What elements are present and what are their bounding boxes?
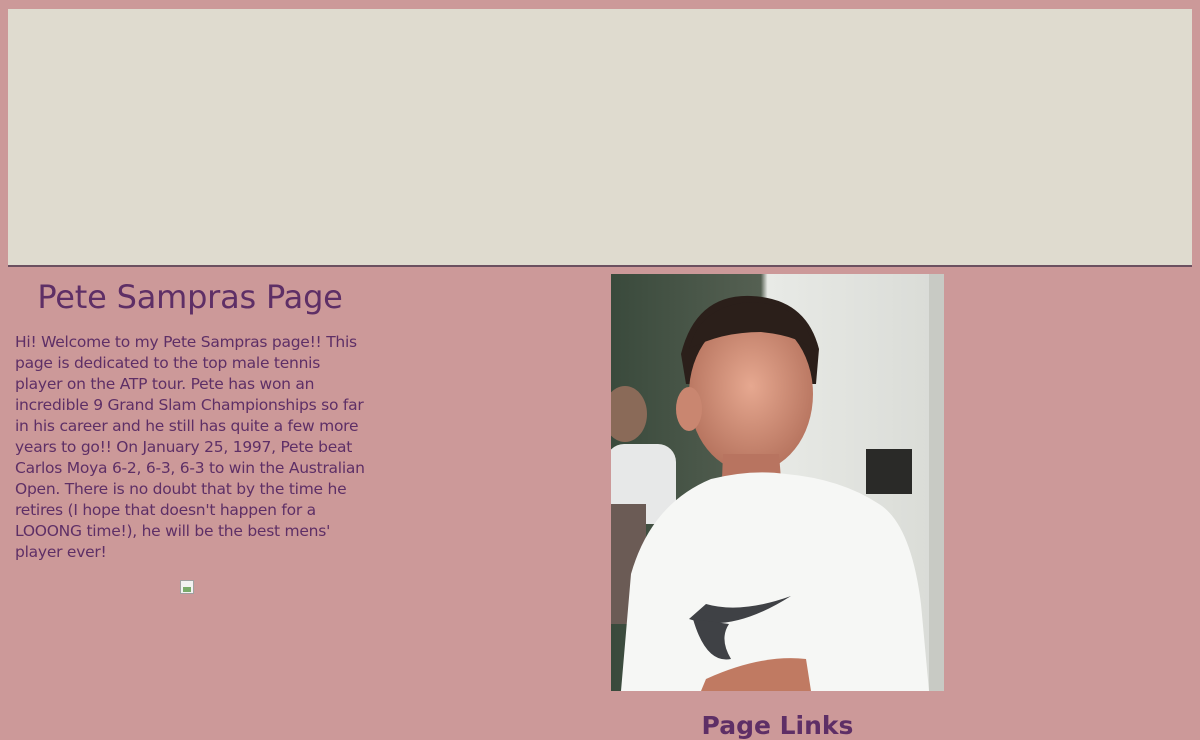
pete-sampras-photo (611, 274, 944, 691)
top-banner (8, 9, 1192, 267)
page-links-heading: Page Links (701, 711, 854, 740)
page-title: Pete Sampras Page (37, 278, 343, 316)
broken-image-icon (180, 580, 194, 594)
left-column (15, 275, 365, 563)
intro-text: Hi! Welcome to my Pete Sampras page!! This page is dedicated to the top male tennis player on the ATP tour. Pete has won an incredible 9 Grand Slam Championships so far in his career and he still has quite a few more years to go!! On January 25, 1997, Pete beat Carlos Moya 6-2, 6-3, 6-3 to win the Australian Open. There is no doubt that by the time he retires (I hope that doesn't happen for a LOOONG time!), he will be the best mens' player ever! (15, 333, 365, 561)
